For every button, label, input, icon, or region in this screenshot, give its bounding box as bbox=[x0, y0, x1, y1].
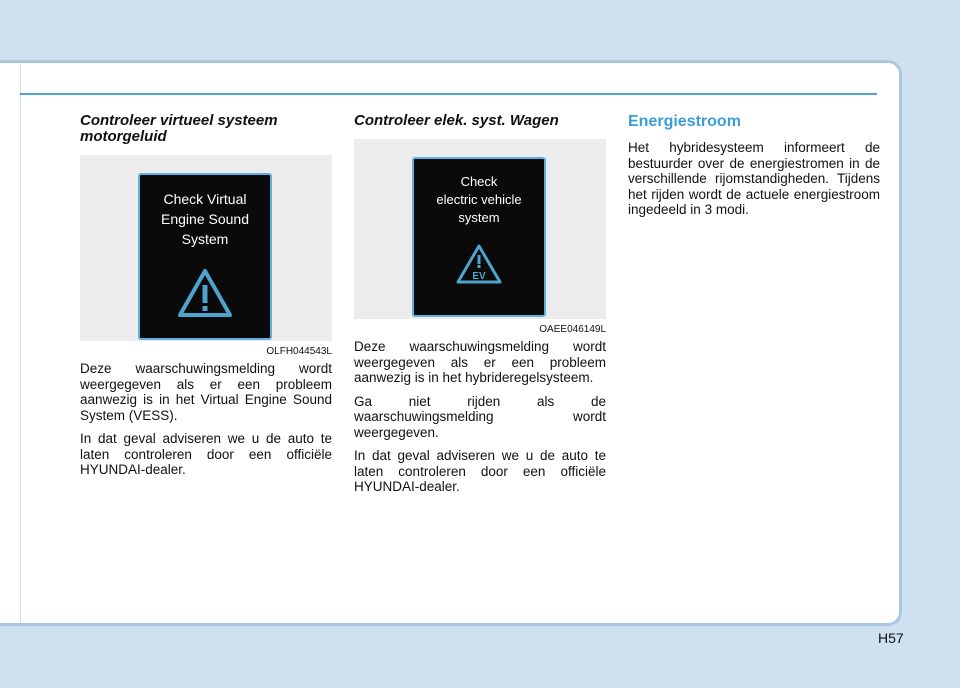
ev-figure-code: OAEE046149L bbox=[539, 324, 606, 335]
ev-screen-line-2: electric vehicle bbox=[436, 192, 522, 207]
vess-screen-line-1: Check Virtual bbox=[163, 191, 247, 207]
ev-screen-line-3: system bbox=[458, 210, 500, 225]
page-number: H57 bbox=[878, 630, 904, 646]
ev-paragraph-1: Deze waarschuwingsmelding wordt weergegeven als er een probleem aanwezig is in het hybrideregelsysteem. bbox=[354, 339, 606, 385]
vess-screen-line-2: Engine Sound bbox=[161, 211, 249, 227]
energy-flow-paragraph: Het hybridesysteem informeert de bestuurder over de energiestromen in de verschillende rijomstandigheden. Tijdens het rijden wordt de actuele energiestroom ingedeeld in 3 modi. bbox=[628, 140, 880, 217]
left-margin-rule bbox=[20, 63, 21, 623]
vess-screen-message bbox=[140, 189, 270, 249]
warning-triangle-icon bbox=[176, 267, 234, 319]
column-ev-system bbox=[354, 113, 606, 503]
column-energy-flow bbox=[628, 113, 880, 226]
vess-paragraph-2: In dat geval adviseren we u de auto te laten controleren door een officiële HYUNDAI-dealer. bbox=[80, 431, 332, 477]
ev-paragraph-3: In dat geval adviseren we u de auto te laten controleren door een officiële HYUNDAI-dealer. bbox=[354, 448, 606, 494]
manual-page bbox=[0, 60, 902, 626]
ev-screen-message bbox=[414, 173, 544, 227]
column-vess bbox=[80, 113, 332, 486]
energy-flow-heading: Energiestroom bbox=[628, 113, 741, 130]
ev-warning-screen bbox=[412, 157, 546, 317]
vess-screen-line-3: System bbox=[181, 231, 229, 247]
ev-icon-label: EV bbox=[472, 271, 486, 282]
vess-figure-code: OLFH044543L bbox=[266, 346, 332, 357]
ev-heading: Controleer elek. syst. Wagen bbox=[354, 112, 559, 129]
vess-warning-screen bbox=[138, 173, 272, 340]
ev-paragraph-2: Ga niet rijden als de waarschuwingsmelding wordt weergegeven. bbox=[354, 393, 606, 440]
ev-warning-triangle-icon bbox=[455, 243, 503, 285]
header-rule bbox=[20, 93, 877, 95]
ev-figure bbox=[354, 139, 606, 319]
vess-heading: Controleer virtueel systeem motorgeluid bbox=[80, 112, 278, 145]
vess-paragraph-1: Deze waarschuwingsmelding wordt weergegeven als er een probleem aanwezig is in het Virtual Engine Sound System (VESS). bbox=[80, 361, 332, 423]
vess-figure bbox=[80, 155, 332, 341]
ev-screen-line-1: Check bbox=[460, 174, 498, 189]
